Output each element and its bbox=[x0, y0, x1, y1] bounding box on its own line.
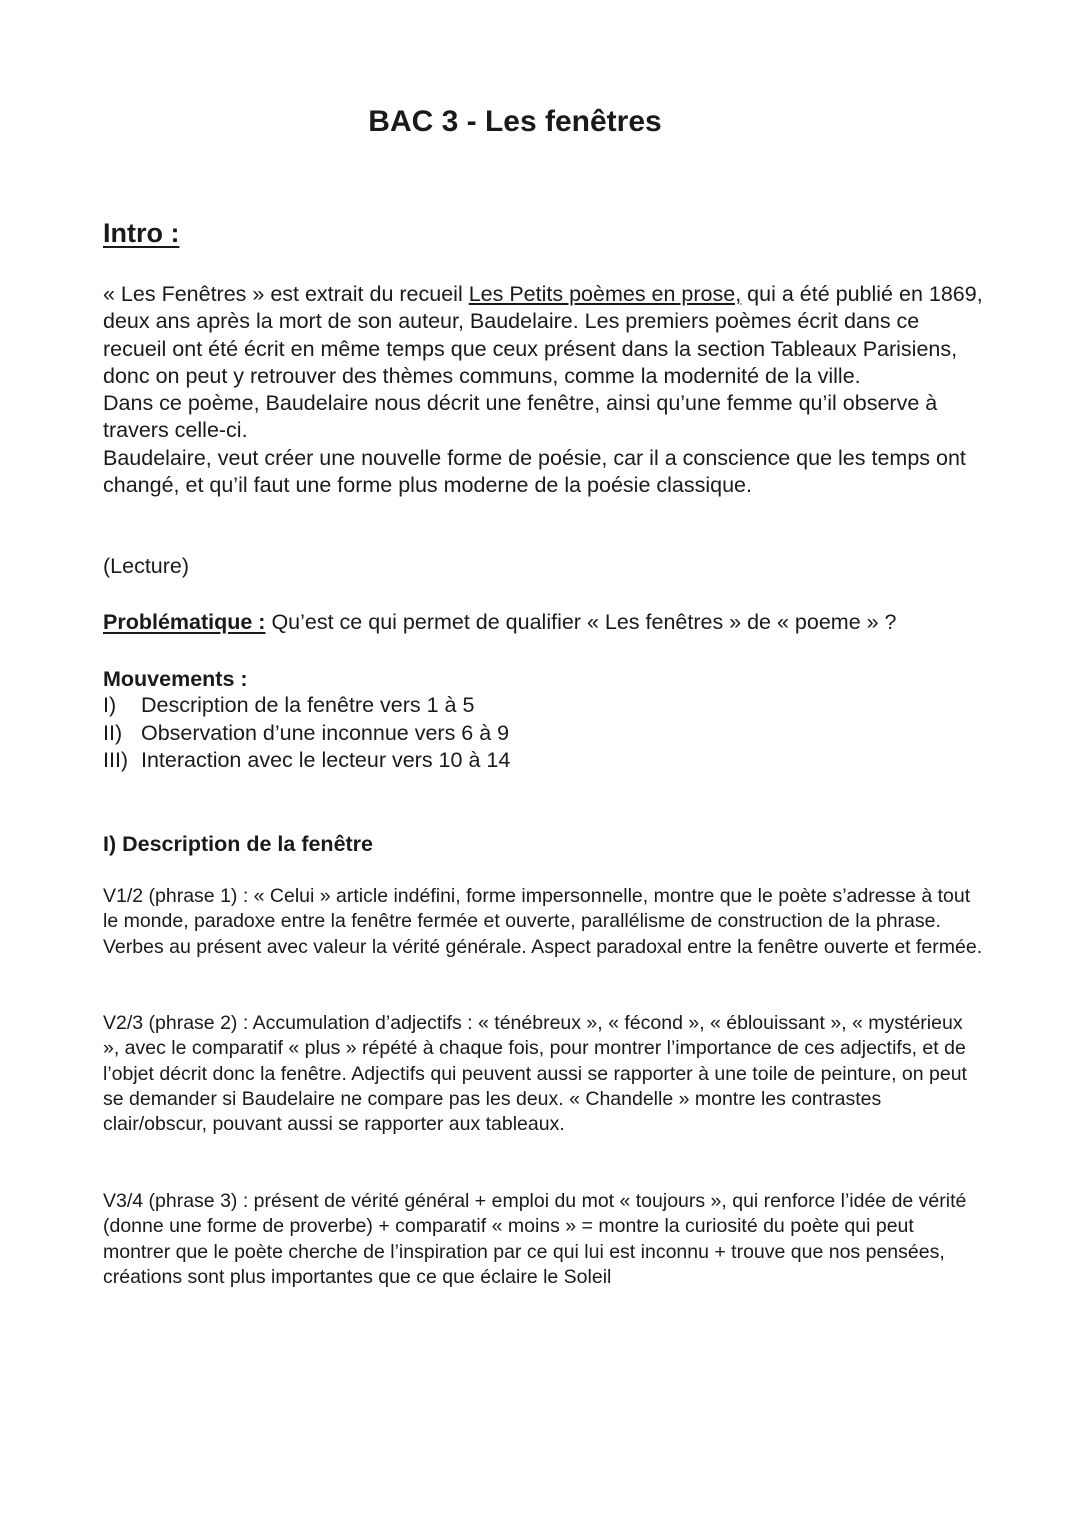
problematique bbox=[103, 608, 897, 636]
intro-paragraph-2: Dans ce poème, Baudelaire nous décrit une fenêtre, ainsi qu’une femme qu’il observe à travers celle-ci. bbox=[103, 391, 938, 443]
mouvements-heading: Mouvements : bbox=[103, 667, 248, 691]
section-1-heading: I) Description de la fenêtre bbox=[103, 832, 374, 856]
intro-paragraph-1 bbox=[103, 281, 983, 390]
mouvements-list bbox=[103, 692, 510, 775]
analysis-paragraph-1: V1/2 (phrase 1) : « Celui » article indéfini, forme impersonnelle, montre que le poète s’adresse à tout le monde, paradoxe entre la fenêtre fermée et ouverte, parallélisme de construction de la phrase. Verbes au présent avec valeur la vérité générale. Aspect paradoxal entre la fenêtre ouverte et fermée. bbox=[103, 885, 983, 958]
list-item bbox=[103, 720, 510, 748]
analysis-paragraph-2: V2/3 (phrase 2) : Accumulation d’adjectifs : « ténébreux », « fécond », « éblouissant », « mystérieux », avec le comparatif « plus » répété à chaque fois, pour montrer l’importance de ces adjectifs, et de l’objet décrit donc la fenêtre. Adjectifs qui peuvent aussi se rapporter à une toile de peinture, on peut se demander si Baudelaire ne compare pas les deux. « Chandelle » montre les contrastes clair/obscur, pouvant aussi se rapporter aux tableaux. bbox=[103, 1012, 967, 1136]
lecture-note: (Lecture) bbox=[103, 554, 190, 578]
document-title: BAC 3 - Les fenêtres bbox=[368, 105, 662, 138]
analysis-paragraph-3: V3/4 (phrase 3) : présent de vérité général + emploi du mot « toujours », qui renforce l’idée de vérité (donne une forme de proverbe) + comparatif « moins » = montre la curiosité du poète qui peut montrer que le poète cherche de l’inspiration par ce qui lui est inconnu + trouve que nos pensées, créations sont plus importantes que ce que éclaire le Soleil bbox=[103, 1190, 967, 1288]
book-title: Les Petits poèmes en prose, bbox=[468, 282, 742, 306]
problematique-label: Problématique : bbox=[103, 610, 266, 634]
list-item bbox=[103, 692, 510, 720]
intro-p1-start: « Les Fenêtres » est extrait du recueil bbox=[103, 282, 469, 306]
intro-text bbox=[103, 281, 983, 499]
item-text: Observation d’une inconnue vers 6 à 9 bbox=[141, 720, 510, 745]
intro-heading: Intro : bbox=[103, 218, 180, 248]
item-number: I) bbox=[103, 693, 117, 717]
intro-paragraph-3: Baudelaire, veut créer une nouvelle forme de poésie, car il a conscience que les temps ont changé, et qu’il faut une forme plus moderne de la poésie classique. bbox=[103, 445, 966, 498]
item-number: III) bbox=[103, 748, 129, 772]
list-item bbox=[103, 747, 510, 775]
problematique-text: Qu’est ce qui permet de qualifier « Les fenêtres » de « poeme » ? bbox=[265, 610, 897, 634]
intro-p1-end: qui a été publié en 1869, deux ans après la mort de son auteur, Baudelaire. Les premiers poèmes écrit dans ce recueil ont été écrit en même temps que ceux présent dans la section Tableaux Parisiens, donc on peut y retrouver des thèmes communs, comme la modernité de la ville. bbox=[103, 282, 983, 388]
item-number: II) bbox=[103, 720, 123, 745]
item-text: Description de la fenêtre vers 1 à 5 bbox=[141, 693, 475, 717]
item-text: Interaction avec le lecteur vers 10 à 14 bbox=[141, 748, 511, 772]
